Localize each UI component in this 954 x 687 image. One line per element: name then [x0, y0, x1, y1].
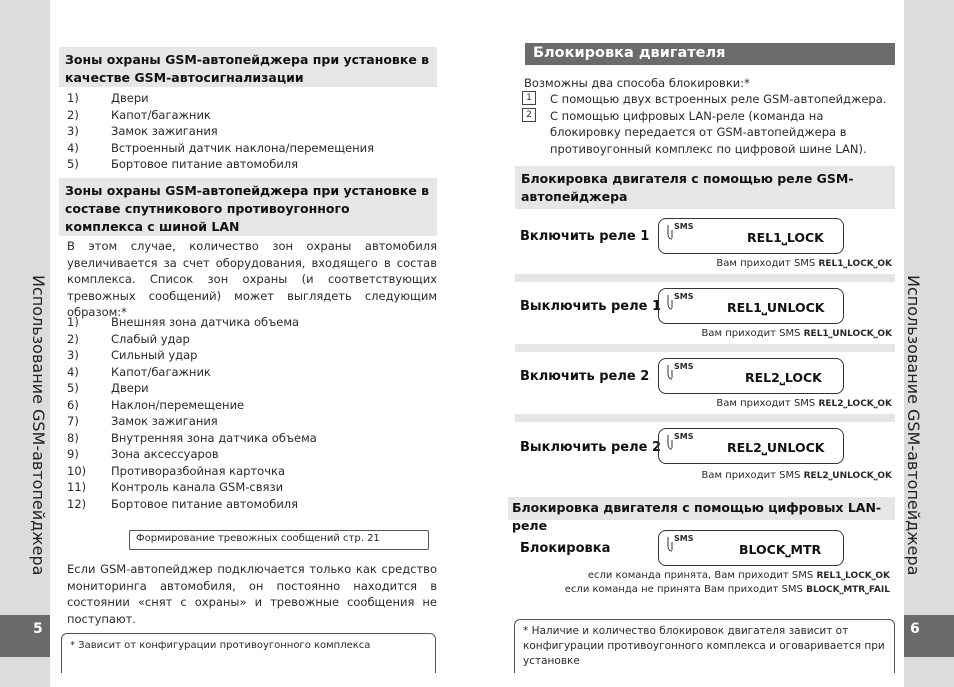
right-page-number-box — [904, 615, 954, 657]
engine-block-title: Блокировка двигателя — [525, 43, 895, 65]
list-item: 4) Капот/багажник — [67, 364, 211, 379]
sms-response: Вам приходит SMS REL2⎵UNLOCK⎵OK — [701, 470, 892, 481]
sms-command: REL1⎵UNLOCK — [727, 300, 825, 315]
list-item: 5) Бортовое питание автомобиля — [67, 157, 299, 171]
list-item: 10) Противоразбойная карточка — [67, 463, 285, 478]
methods-intro: Возможны два способа блокировки:* — [524, 76, 750, 90]
sms-response: Вам приходит SMS REL2⎵LOCK⎵OK — [716, 398, 892, 409]
right-side-title: Использование GSM-автопейджера — [904, 275, 923, 576]
left-footnote: * Зависит от конфигурации противоугонного комплекса — [61, 633, 436, 673]
sms-screen — [658, 358, 844, 394]
number-box-icon: 1 — [522, 91, 536, 105]
list-item: 8) Внутренняя зона датчика объема — [67, 430, 317, 445]
sms-command: BLOCK⎵MTR — [739, 542, 822, 557]
list-item: 12) Бортовое питание автомобиля — [67, 496, 299, 511]
sms-screen — [658, 288, 844, 324]
sms-response-accepted: если команда принята, Вам приходит SMS REL1⎵LOCK⎵OK — [587, 570, 890, 581]
section-lan-heading: Блокировка двигателя с помощью цифровых LAN-реле — [508, 497, 895, 520]
relay2-off-label: Выключить реле 2 — [520, 440, 661, 455]
sms-indicator: SMS — [674, 222, 694, 231]
block-label: Блокировка — [520, 541, 611, 556]
number-box-icon: 2 — [522, 108, 536, 122]
list-item: 2 С помощью цифровых LAN-реле (команда на блокировку передается от GSM-автопейджера в противоугонный комплекс по цифровой шине LAN). — [522, 108, 892, 158]
sms-command: REL2⎵LOCK — [745, 370, 822, 385]
list-item: 6) Наклон/перемещение — [67, 397, 245, 412]
sms-indicator: SMS — [674, 534, 694, 543]
separator-band — [515, 344, 895, 352]
list-item: 3) Замок зажигания — [67, 124, 218, 138]
list-item: 1) Двери — [67, 91, 149, 105]
sms-command: REL1⎵LOCK — [747, 230, 824, 245]
left-page-number: 5 — [33, 621, 43, 637]
methods-list — [522, 91, 892, 157]
zones-alarm-list — [67, 90, 437, 173]
closing-paragraph: Если GSM-автопейджер подключается только как средство мониторинга автомобиля, он постоянно находится в состоянии «снят с охраны» и тревожные сообщения не поступают. — [67, 562, 437, 626]
list-item: 1) Внешняя зона датчика объема — [67, 315, 300, 329]
separator-band — [515, 414, 895, 422]
separator-band — [515, 274, 895, 282]
list-item: 2) Слабый удар — [67, 331, 190, 346]
relay1-on-label: Включить реле 1 — [520, 229, 650, 244]
list-item: 5) Двери — [67, 381, 149, 395]
sms-indicator: SMS — [674, 292, 694, 301]
list-item: 2) Капот/багажник — [67, 107, 211, 122]
sms-response: Вам приходит SMS REL1⎵UNLOCK⎵OK — [701, 328, 892, 339]
sms-response: Вам приходит SMS REL1⎵LOCK⎵OK — [716, 258, 892, 269]
sms-response-rejected: если команда не принята Вам приходит SMS BLOCK⎵MTR⎵FAIL — [564, 584, 890, 595]
section-relay-heading: Блокировка двигателя с помощью реле GSM-автопейджера — [515, 166, 895, 209]
right-page-number: 6 — [910, 621, 920, 637]
right-footnote: * Наличие и количество блокировок двигателя зависит от конфигурации противоугонного комплекса и оговаривается при установке — [514, 619, 895, 673]
sms-screen — [658, 530, 844, 566]
heading-zones-lan: Зоны охраны GSM-автопейджера при установке в составе спутникового противоугонного комплекса с шиной LAN — [59, 178, 437, 236]
left-page-number-box — [0, 615, 50, 657]
list-item: 11) Контроль канала GSM-связи — [67, 480, 284, 494]
sms-screen — [658, 218, 844, 254]
reference-box: Формирование тревожных сообщений стр. 21 — [129, 530, 429, 550]
relay2-on-label: Включить реле 2 — [520, 369, 650, 384]
list-item: 4) Встроенный датчик наклона/перемещения — [67, 140, 375, 155]
list-item: 3) Сильный удар — [67, 348, 198, 362]
heading-zones-alarm: Зоны охраны GSM-автопейджера при установке в качестве GSM-автосигнализации — [59, 47, 437, 87]
left-side-title: Использование GSM-автопейджера — [29, 275, 48, 576]
list-item: 1 С помощью двух встроенных реле GSM-автопейджера. — [522, 91, 892, 108]
sms-screen — [658, 428, 844, 464]
list-item: 7) Замок зажигания — [67, 414, 218, 428]
zones-lan-intro: В этом случае, количество зон охраны автомобиля увеличивается за счет оборудования, входящего в состав комплекса. Список зон охраны (и соответствующих тревожных сообщений) может выглядеть следующим образом:* — [67, 239, 437, 319]
sms-indicator: SMS — [674, 432, 694, 441]
zones-lan-list — [67, 314, 437, 512]
sms-indicator: SMS — [674, 362, 694, 371]
relay1-off-label: Выключить реле 1 — [520, 299, 661, 314]
sms-command: REL2⎵UNLOCK — [727, 440, 825, 455]
list-item: 9) Зона аксессуаров — [67, 447, 219, 461]
